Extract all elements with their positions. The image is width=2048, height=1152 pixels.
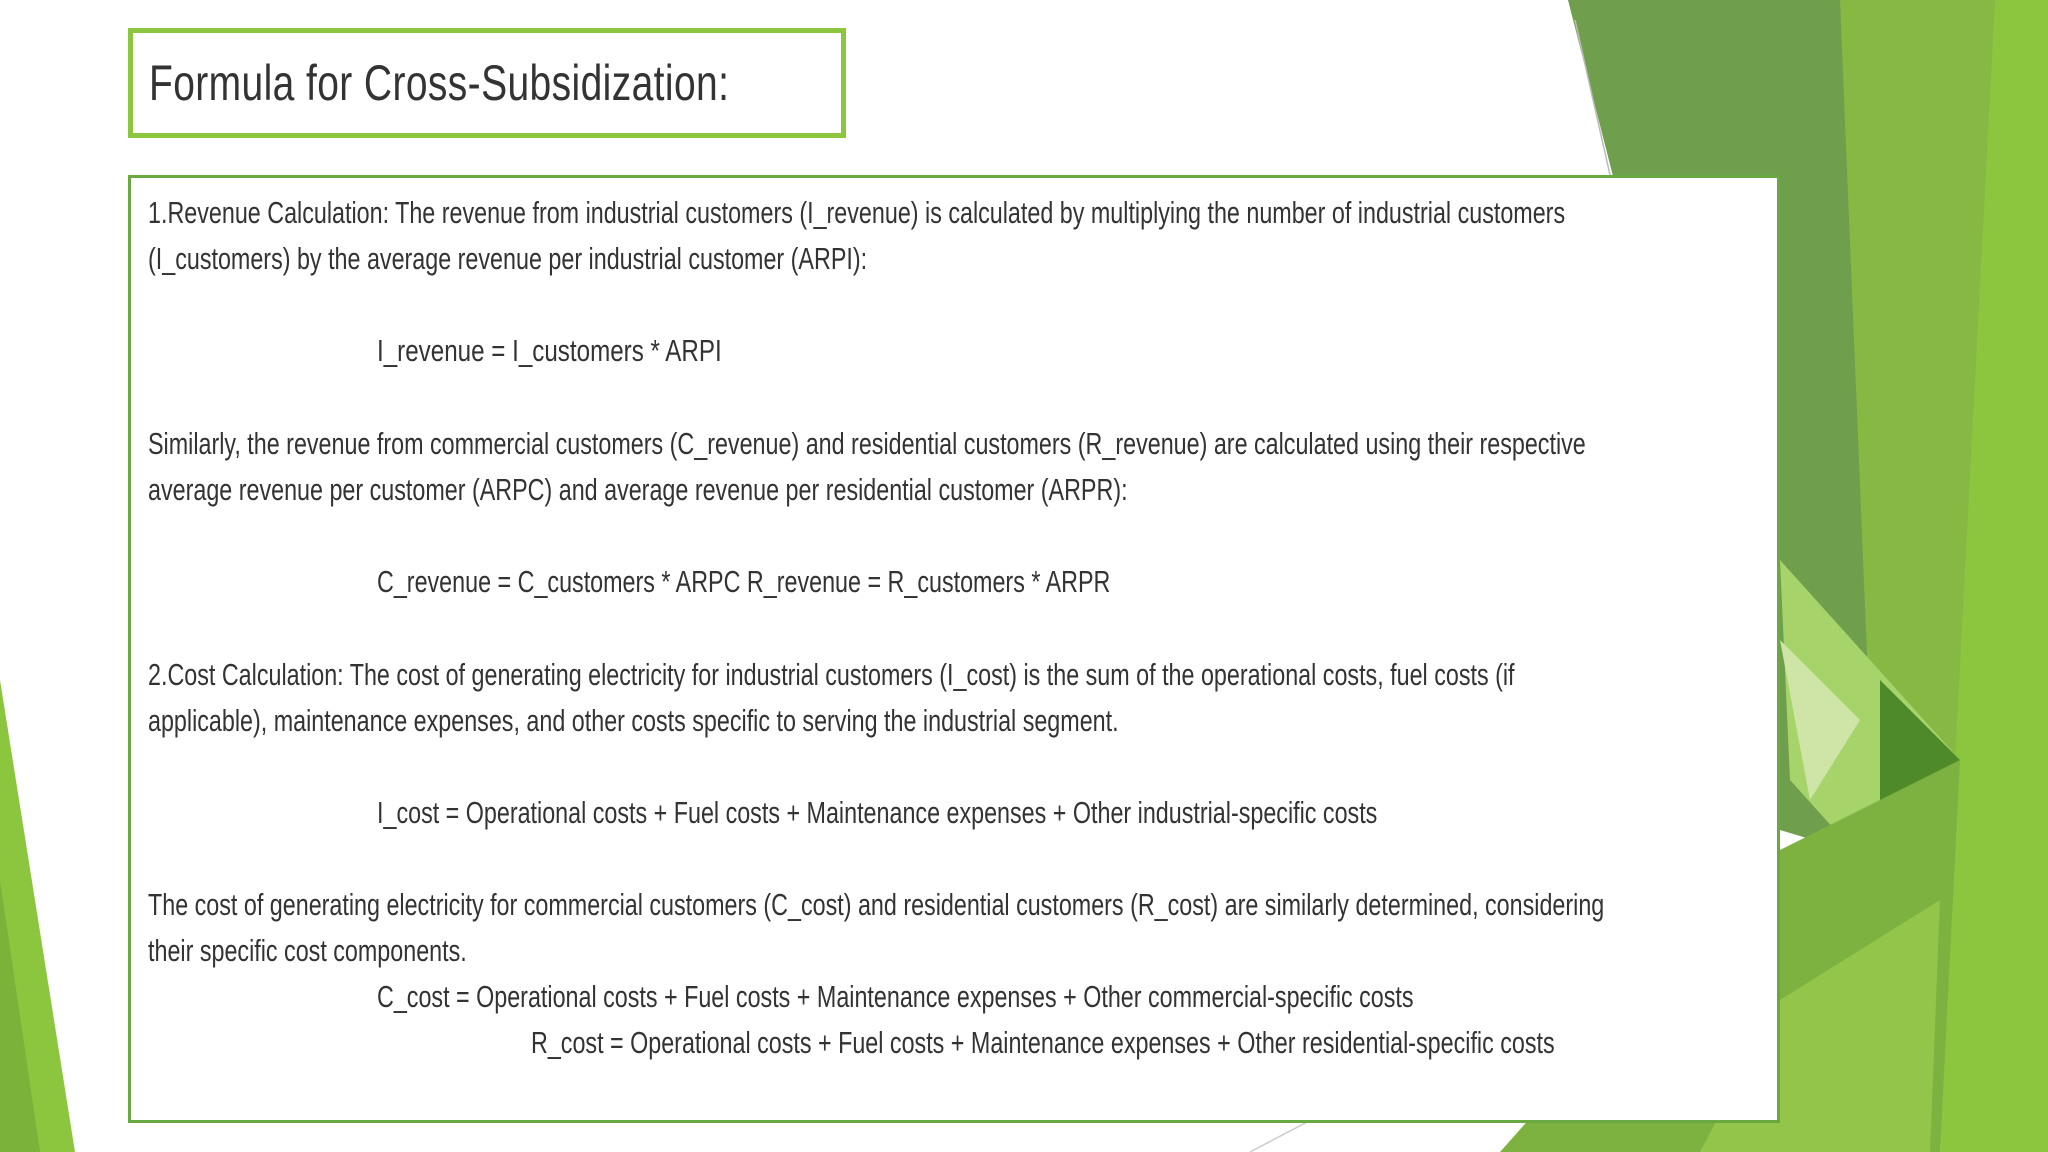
cost-similar-line-2: their specific cost components.	[148, 933, 467, 968]
title-box	[128, 28, 846, 138]
formula-residential-cost: R_cost = Operational costs + Fuel costs + Maintenance expenses + Other residential-specific costs	[531, 1025, 1555, 1060]
revenue-similar-line-1: Similarly, the revenue from commercial customers (C_revenue) and residential customers (R_revenue) are calculated using their respective	[148, 426, 1586, 461]
formula-commercial-residential-revenue: C_revenue = C_customers * ARPC R_revenue = R_customers * ARPR	[377, 564, 1111, 599]
content-box	[128, 175, 1780, 1123]
cost-intro-line-2: applicable), maintenance expenses, and other costs specific to serving the industrial segment.	[148, 703, 1119, 738]
revenue-intro-line-2: (I_customers) by the average revenue per industrial customer (ARPI):	[148, 241, 868, 276]
formula-commercial-cost: C_cost = Operational costs + Fuel costs + Maintenance expenses + Other commercial-specific costs	[377, 979, 1414, 1014]
revenue-intro-line-1: 1.Revenue Calculation: The revenue from industrial customers (I_revenue) is calculated by multiplying the number of industrial customers	[148, 195, 1566, 230]
cost-intro-line-1: 2.Cost Calculation: The cost of generating electricity for industrial customers (I_cost) is the sum of the operational costs, fuel costs (if	[148, 657, 1515, 692]
revenue-similar-line-2: average revenue per customer (ARPC) and average revenue per residential customer (ARPR):	[148, 472, 1128, 507]
slide-title: Formula for Cross-Subsidization:	[149, 55, 730, 111]
formula-industrial-revenue: I_revenue = I_customers * ARPI	[377, 333, 722, 368]
cost-similar-line-1: The cost of generating electricity for commercial customers (C_cost) and residential customers (R_cost) are similarly determined, considering	[148, 887, 1605, 922]
formula-industrial-cost: I_cost = Operational costs + Fuel costs + Maintenance expenses + Other industrial-specific costs	[377, 795, 1378, 830]
